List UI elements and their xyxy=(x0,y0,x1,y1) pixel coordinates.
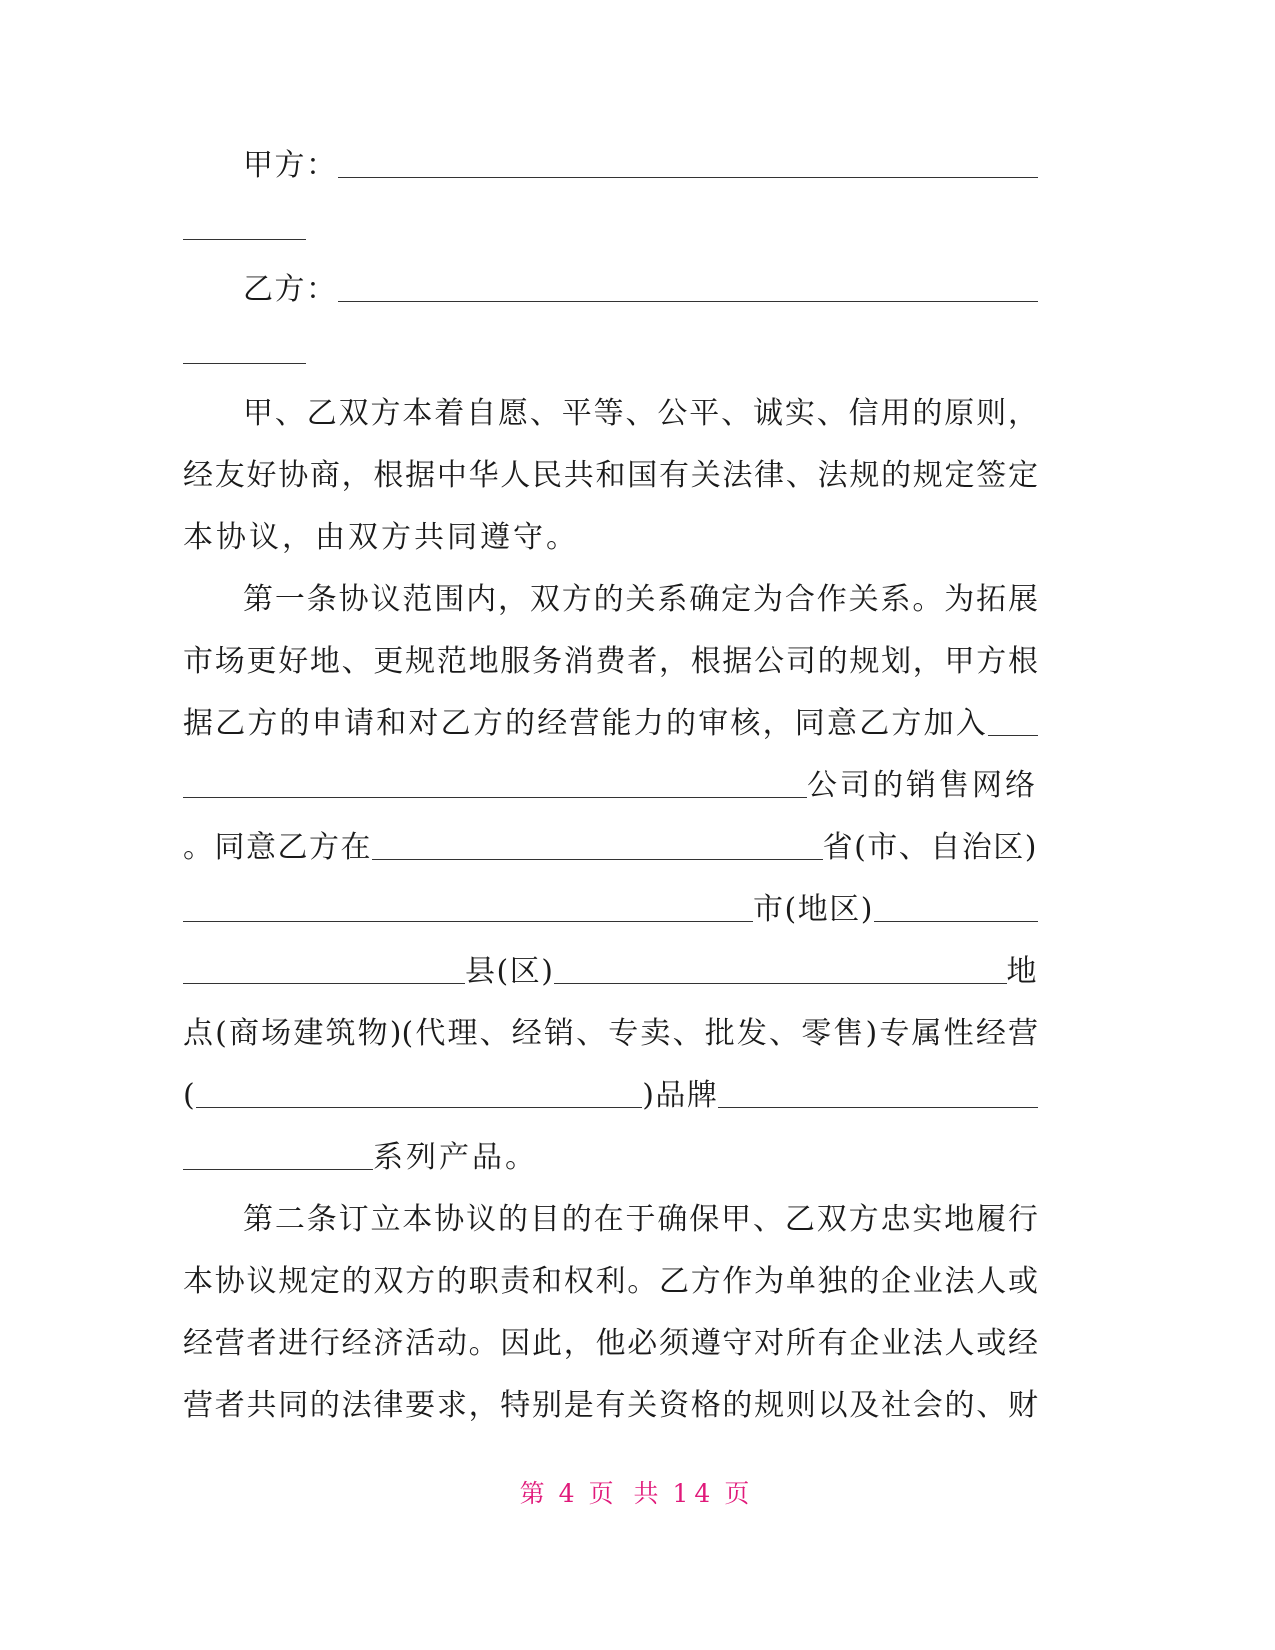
party-a-blank xyxy=(338,177,1039,178)
party-b-line xyxy=(243,270,1038,310)
footer-page-number: 4 xyxy=(558,1479,581,1508)
county-label: 县(区) xyxy=(465,954,555,989)
sales-network-text: 公司的销售网络 xyxy=(807,768,1038,803)
brand-label: )品牌 xyxy=(642,1078,719,1113)
province-label: 省(市、自治区) xyxy=(822,830,1038,865)
location-blank xyxy=(554,983,1006,984)
footer-middle: 页 共 xyxy=(588,1479,665,1508)
para1-line2: 经友好协商，根据中华人民共和国有关法律、法规的规定签定 xyxy=(183,458,1038,493)
para3-line4: 营者共同的法律要求，特别是有关资格的规则以及社会的、财 xyxy=(183,1388,1038,1423)
para2-line8: 点(商场建筑物)(代理、经销、专卖、批发、零售)专属性经营 xyxy=(183,1016,1038,1051)
para1-line1: 甲、乙双方本着自愿、平等、公平、诚实、信用的原则， xyxy=(243,396,1038,431)
party-a-blank-tail xyxy=(183,239,306,240)
para2-line2: 市场更好地、更规范地服务消费者，根据公司的规划，甲方根 xyxy=(183,644,1038,679)
open-paren: ( xyxy=(183,1078,197,1113)
party-b-label: 乙方： xyxy=(243,272,338,307)
para1-line3-text: 本协议，由双方共同遵守。 xyxy=(183,520,579,555)
para2-line3 xyxy=(183,704,1038,744)
company-blank xyxy=(183,797,807,798)
city-blank xyxy=(183,921,753,922)
party-b-blank-tail xyxy=(183,363,306,364)
para3-line2: 本协议规定的双方的职责和权利。乙方作为单独的企业法人或 xyxy=(183,1264,1038,1299)
party-b-blank-continued xyxy=(183,332,1038,372)
para2-line4 xyxy=(183,766,1038,806)
party-b-blank xyxy=(338,301,1039,302)
agree-text: 。同意乙方在 xyxy=(183,830,372,865)
para2-line9 xyxy=(183,1076,1038,1116)
city-label: 市(地区) xyxy=(753,892,874,927)
party-a-line xyxy=(243,146,1038,186)
para1-line3 xyxy=(183,518,1038,558)
county-blank-start xyxy=(874,921,1038,922)
province-blank xyxy=(372,859,823,860)
para2-line5 xyxy=(183,828,1038,868)
party-a-label: 甲方： xyxy=(243,148,338,183)
para3-line3: 经营者进行经济活动。因此，他必须遵守对所有企业法人或经 xyxy=(183,1326,1038,1361)
company-blank-start xyxy=(988,735,1038,736)
party-a-blank-continued xyxy=(183,208,1038,248)
para2-line6 xyxy=(183,890,1038,930)
brand-paren-blank xyxy=(196,1107,642,1108)
footer-total-pages: 14 xyxy=(672,1479,717,1508)
para2-line7 xyxy=(183,952,1038,992)
footer-prefix: 第 xyxy=(519,1479,551,1508)
para2-line10 xyxy=(183,1138,1038,1178)
page-footer xyxy=(0,1474,1275,1510)
county-blank xyxy=(183,983,465,984)
brand-blank xyxy=(718,1107,1038,1108)
footer-suffix: 页 xyxy=(724,1479,756,1508)
para3-line1: 第二条订立本协议的目的在于确保甲、乙双方忠实地履行 xyxy=(243,1202,1038,1237)
location-label-start: 地 xyxy=(1006,954,1038,989)
series-text: 系列产品。 xyxy=(373,1140,538,1175)
para2-line1: 第一条协议范围内，双方的关系确定为合作关系。为拓展 xyxy=(243,582,1038,617)
series-blank xyxy=(183,1169,373,1170)
para2-line3-text: 据乙方的申请和对乙方的经营能力的审核，同意乙方加入 xyxy=(183,706,988,741)
